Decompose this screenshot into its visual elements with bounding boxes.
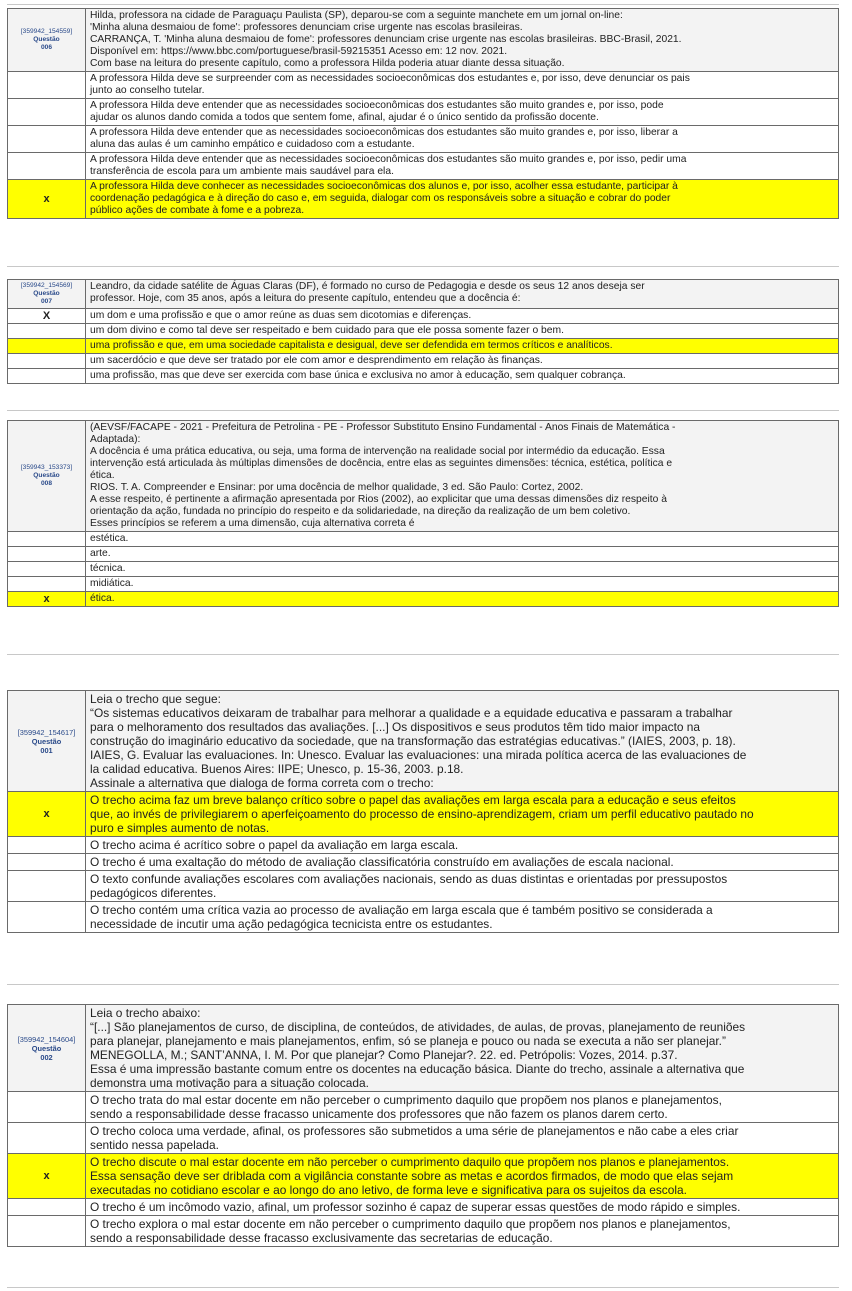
option-line: coordenação pedagógica e à direção do caso e, em seguida, dialogar com os responsáveis sobre a situação e cobrar do poder — [90, 193, 671, 204]
divider — [7, 1287, 839, 1288]
selection-mark — [8, 99, 86, 126]
option-text — [86, 180, 839, 219]
question-id-cell — [8, 9, 86, 72]
option-line: uma profissão, mas que deve ser exercida com base única e exclusiva no amor à educação, sem qualquer cobrança. — [90, 370, 626, 381]
question-stem — [86, 421, 839, 532]
answer-option-correct[interactable] — [8, 592, 839, 607]
divider — [7, 654, 839, 655]
selection-mark — [8, 153, 86, 180]
answer-option[interactable] — [8, 369, 839, 384]
stem-line: (AEVSF/FACAPE - 2021 - Prefeitura de Petrolina - PE - Professor Substituto Ensino Fundamental - Anos Finais de Matemática - — [90, 422, 676, 433]
option-line: arte. — [90, 548, 111, 559]
question-stem — [86, 1005, 839, 1092]
answer-option[interactable] — [8, 837, 839, 854]
question-table — [7, 8, 839, 219]
option-text — [86, 792, 839, 837]
selection-mark — [8, 577, 86, 592]
stem-line: professor. Hoje, com 35 anos, após a leitura do presente capítulo, entendeu que a docência é: — [90, 293, 521, 304]
question-number: 007 — [40, 298, 52, 305]
option-text — [86, 871, 839, 902]
option-line: técnica. — [90, 563, 126, 574]
stem-line: intervenção está articulada às múltiplas dimensões de docência, entre elas as seguintes dimensões: técnica, estética, política e — [90, 458, 673, 469]
answer-option[interactable] — [8, 1123, 839, 1154]
option-text — [86, 1092, 839, 1123]
question-table — [7, 279, 839, 384]
stem-line: RIOS. T. A. Compreender e Ensinar: por uma docência de melhor qualidade, 3 ed. São Paulo: Cortez, 2002. — [90, 482, 584, 493]
option-line: uma profissão e que, em uma sociedade capitalista e desigual, deve ser defendida em termos críticos e analíticos. — [90, 340, 613, 351]
option-line: O trecho contém uma crítica vazia ao processo de avaliação em larga escala que é também positivo se considerada a — [90, 903, 713, 917]
selection-mark: x — [8, 792, 86, 837]
answer-option[interactable] — [8, 354, 839, 369]
question-id-cell — [8, 691, 86, 792]
selection-mark: x — [8, 1154, 86, 1199]
stem-line: A docência é uma prática educativa, ou seja, uma forma de intervenção na realidade social por intermédio da educação. Essa — [90, 446, 665, 457]
answer-option-correct[interactable] — [8, 792, 839, 837]
stem-line: Leandro, da cidade satélite de Águas Claras (DF), é formado no curso de Pedagogia e desde os seus 12 anos deseja ser — [90, 281, 645, 292]
divider — [7, 4, 839, 5]
answer-option-correct[interactable] — [8, 1154, 839, 1199]
question-stem — [86, 9, 839, 72]
option-text — [86, 354, 839, 369]
selection-mark: x — [8, 180, 86, 219]
question-number: 002 — [40, 1052, 53, 1062]
option-text — [86, 837, 839, 854]
answer-option[interactable] — [8, 72, 839, 99]
question-number: 006 — [40, 44, 52, 51]
selection-mark — [8, 339, 86, 354]
question-card-002 — [7, 1004, 839, 1247]
option-text — [86, 126, 839, 153]
question-id-cell — [8, 280, 86, 309]
stem-line: 'Minha aluna desmaiou de fome': professores denunciam crise urgente nas escolas brasileiras. — [90, 22, 523, 33]
question-id: [359942_154617] — [17, 727, 76, 737]
stem-line: construção do imaginário educativo da sociedade, que na transformação das estratégias educativas.” (IAIES, 2003, p. 18). — [90, 734, 736, 748]
answer-option-correct[interactable] — [8, 180, 839, 219]
answer-option[interactable] — [8, 126, 839, 153]
answer-option[interactable] — [8, 562, 839, 577]
stem-line: la calidad educativa. Buenos Aires: IIPE; Unesco, p. 15-36, 2003. p.18. — [90, 762, 464, 776]
option-line: O trecho discute o mal estar docente em não perceber o cumprimento daquilo que propõem nos planos e planejamentos. — [90, 1155, 730, 1169]
option-line: um dom divino e como tal deve ser respeitado e bem cuidado para que ele possa somente fazer o bem. — [90, 325, 564, 336]
stem-line: Assinale a alternativa que dialoga de forma correta com o trecho: — [90, 776, 434, 790]
question-id: [359942_154569] — [20, 282, 73, 289]
option-text — [86, 562, 839, 577]
option-line: público ações de combate à fome e a pobreza. — [90, 205, 305, 216]
divider — [7, 410, 839, 411]
answer-option[interactable] — [8, 1216, 839, 1247]
option-text — [86, 854, 839, 871]
question-stem-row — [8, 280, 839, 309]
option-line: ética. — [90, 593, 115, 604]
option-text — [86, 309, 839, 324]
stem-line: Hilda, professora na cidade de Paraguaçu Paulista (SP), deparou-se com a seguinte manchete em um jornal on-line: — [90, 10, 623, 21]
option-text — [86, 1123, 839, 1154]
question-card-008 — [7, 420, 839, 607]
answer-option[interactable] — [8, 902, 839, 933]
option-line: puro e simples aumento de notas. — [90, 821, 270, 835]
question-id-cell — [8, 1005, 86, 1092]
option-line: executadas no cotidiano escolar e ao longo do ano letivo, de forma leve e significativa para os sujeitos da escola. — [90, 1183, 687, 1197]
option-text — [86, 547, 839, 562]
stem-line: para planejar, planejamento e mais planejamentos, enfim, só se planeja e pouco ou nada se executa a não ser planejar.” — [90, 1034, 726, 1048]
option-line: sentido nessa papelada. — [90, 1138, 219, 1152]
stem-line: Esses princípios se referem a uma dimensão, cuja alternativa correta é — [90, 518, 415, 529]
stem-line: Leia o trecho que segue: — [90, 692, 221, 706]
question-id-cell — [8, 421, 86, 532]
option-line: necessidade de incutir uma ação pedagógica tecnicista entre os estudantes. — [90, 917, 493, 931]
option-line: O texto confunde avaliações escolares com avaliações nacionais, sendo as duas distintas e orientadas por pressupostos — [90, 872, 728, 886]
option-line: Essa sensação deve ser driblada com a vigilância constante sobre as metas e acordos firmados, de modo que elas sejam — [90, 1169, 734, 1183]
stem-line: “[...] São planejamentos de curso, de disciplina, de conteúdos, de atividades, de aulas, de provas, planejamento de reuniões — [90, 1020, 746, 1034]
option-line: transferência de escola para um ambiente mais saudável para ela. — [90, 166, 394, 177]
answer-option[interactable] — [8, 577, 839, 592]
stem-line: Disponível em: https://www.bbc.com/portuguese/brasil-59215351 Acesso em: 12 nov. 2021. — [90, 46, 508, 57]
answer-option[interactable] — [8, 324, 839, 339]
option-line: O trecho é um incômodo vazio, afinal, um professor sozinho é capaz de superar essas questões de modo rápido e simples. — [90, 1200, 741, 1214]
stem-line: Com base na leitura do presente capítulo, como a professora Hilda poderia atuar diante dessa situação. — [90, 58, 565, 69]
selection-mark — [8, 854, 86, 871]
option-line: midiática. — [90, 578, 134, 589]
option-line: ajudar os alunos dando comida a todos que sentem fome, afinal, ajudar é o único sentido da profissão docente. — [90, 112, 599, 123]
selection-mark — [8, 72, 86, 99]
selection-mark: x — [8, 592, 86, 607]
selection-mark — [8, 532, 86, 547]
option-text — [86, 1199, 839, 1216]
answer-option[interactable] — [8, 1199, 839, 1216]
question-stem-row — [8, 1005, 839, 1092]
question-stem-row — [8, 691, 839, 792]
option-text — [86, 72, 839, 99]
answer-option-correct[interactable] — [8, 339, 839, 354]
answer-option[interactable] — [8, 309, 839, 324]
option-text — [86, 1216, 839, 1247]
stem-line: para o melhoramento dos resultados das avaliações. [...] Os dispositivos e seus produtos têm tido maior impacto na — [90, 720, 701, 734]
selection-mark — [8, 547, 86, 562]
stem-line: Adaptada): — [90, 434, 141, 445]
option-text — [86, 153, 839, 180]
question-table — [7, 420, 839, 607]
question-id: [359942_154559] — [20, 28, 73, 35]
question-label: Questão — [33, 36, 60, 43]
question-label: Questão — [31, 736, 62, 746]
option-line: que, ao invés de privilegiarem o aperfeiçoamento do processo de ensino-aprendizagem, criam um perfil educativo pautado no — [90, 807, 754, 821]
divider — [7, 266, 839, 267]
option-text — [86, 339, 839, 354]
option-text — [86, 902, 839, 933]
stem-line: A esse respeito, é pertinente a afirmação apresentada por Rios (2002), ao explicitar que uma dessas dimensões diz respeito à — [90, 494, 667, 505]
selection-mark — [8, 1123, 86, 1154]
option-text — [86, 369, 839, 384]
question-stem-row — [8, 421, 839, 532]
option-line: aluna das aulas é um caminho empático e cuidadoso com a estudante. — [90, 139, 415, 150]
divider — [7, 984, 839, 985]
question-number: 001 — [40, 745, 53, 755]
stem-line: orientação da ação, fundada no princípio do respeito e da solidariedade, na direção da realização de um bem coletivo. — [90, 506, 631, 517]
option-line: um sacerdócio e que deve ser tratado por ele com amor e desprendimento em relação às finanças. — [90, 355, 543, 366]
option-line: junto ao conselho tutelar. — [90, 85, 205, 96]
question-id: [359942_154604] — [17, 1034, 76, 1044]
question-label: Questão — [31, 1043, 62, 1053]
stem-line: Leia o trecho abaixo: — [90, 1006, 201, 1020]
selection-mark — [8, 871, 86, 902]
stem-line: Essa é uma impressão bastante comum entre os docentes na educação básica. Diante do trecho, assinale a alternativa que — [90, 1062, 745, 1076]
question-id: [359943_153373] — [20, 464, 73, 471]
stem-line: ética. — [90, 470, 115, 481]
question-table — [7, 1004, 839, 1247]
answer-option[interactable] — [8, 1092, 839, 1123]
option-text — [86, 324, 839, 339]
answer-option[interactable] — [8, 532, 839, 547]
question-card-006 — [7, 8, 839, 219]
option-line: O trecho acima faz um breve balanço crítico sobre o papel das avaliações em larga escala para a educação e seus efeitos — [90, 793, 736, 807]
option-text — [86, 99, 839, 126]
question-label: Questão — [33, 472, 60, 479]
option-line: O trecho acima é acrítico sobre o papel da avaliação em larga escala. — [90, 838, 459, 852]
stem-line: CARRANÇA, T. 'Minha aluna desmaiou de fome': professores denunciam crise urgente nas escolas brasileiras. BBC-Brasil, 2021. — [90, 34, 682, 45]
answer-option[interactable] — [8, 99, 839, 126]
option-line: A professora Hilda deve entender que as necessidades socioeconômicas dos estudantes são muito grandes e, por isso, pode — [90, 100, 664, 111]
selection-mark — [8, 354, 86, 369]
selection-mark — [8, 1199, 86, 1216]
question-number: 008 — [40, 480, 52, 487]
stem-line: MENEGOLLA, M.; SANT’ANNA, I. M. Por que planejar? Como Planejar?. 22. ed. Petrópolis: Vozes, 2014. p.37. — [90, 1048, 678, 1062]
selection-mark — [8, 369, 86, 384]
option-line: O trecho é uma exaltação do método de avaliação classificatória construído em avaliações de escala nacional. — [90, 855, 674, 869]
option-line: sendo a responsabilidade desse fracasso unicamente dos professores que não fazem os planos darem certo. — [90, 1107, 668, 1121]
stem-line: demonstra uma motivação para a situação colocada. — [90, 1076, 369, 1090]
selection-mark: X — [8, 309, 86, 324]
selection-mark — [8, 1216, 86, 1247]
selection-mark — [8, 1092, 86, 1123]
stem-line: IAIES, G. Evaluar las evaluaciones. In: Unesco. Evaluar las evaluaciones: una mirada política acerca de las evaluaciones de — [90, 748, 747, 762]
option-text — [86, 532, 839, 547]
stem-line: “Os sistemas educativos deixaram de trabalhar para melhorar a qualidade e a equidade educativa e passaram a trabalhar — [90, 706, 733, 720]
selection-mark — [8, 562, 86, 577]
option-line: A professora Hilda deve entender que as necessidades socioeconômicas dos estudantes são muito grandes e, por isso, liberar a — [90, 127, 678, 138]
answer-option[interactable] — [8, 871, 839, 902]
question-stem — [86, 691, 839, 792]
answer-option[interactable] — [8, 854, 839, 871]
option-line: A professora Hilda deve se surpreender com as necessidades socioeconômicas dos estudantes e, por isso, deve denunciar os pais — [90, 73, 690, 84]
option-line: A professora Hilda deve entender que as necessidades socioeconômicas dos estudantes são muito grandes e, por isso, pedir uma — [90, 154, 687, 165]
option-line: pedagógicos diferentes. — [90, 886, 217, 900]
question-stem-row — [8, 9, 839, 72]
selection-mark — [8, 324, 86, 339]
question-card-007 — [7, 279, 839, 384]
question-label: Questão — [33, 290, 60, 297]
answer-option[interactable] — [8, 547, 839, 562]
option-line: sendo a responsabilidade desse fracasso exclusivamente das secretarias de educação. — [90, 1231, 553, 1245]
question-card-001 — [7, 690, 839, 933]
question-stem — [86, 280, 839, 309]
option-line: O trecho explora o mal estar docente em não perceber o cumprimento daquilo que propõem nos planos e planejamentos, — [90, 1217, 731, 1231]
option-line: estética. — [90, 533, 129, 544]
option-text — [86, 1154, 839, 1199]
option-line: A professora Hilda deve conhecer as necessidades socioeconômicas dos alunos e, por isso, acolher essa estudante, participar à — [90, 181, 678, 192]
option-line: O trecho coloca uma verdade, afinal, os professores são submetidos a uma série de planejamentos e não cabe a eles criar — [90, 1124, 739, 1138]
option-text — [86, 592, 839, 607]
question-table — [7, 690, 839, 933]
selection-mark — [8, 902, 86, 933]
answer-option[interactable] — [8, 153, 839, 180]
option-text — [86, 577, 839, 592]
selection-mark — [8, 126, 86, 153]
option-line: O trecho trata do mal estar docente em não perceber o cumprimento daquilo que propõem nos planos e planejamentos, — [90, 1093, 722, 1107]
option-line: um dom e uma profissão e que o amor reúne as duas sem dicotomias e diferenças. — [90, 310, 472, 321]
selection-mark — [8, 837, 86, 854]
